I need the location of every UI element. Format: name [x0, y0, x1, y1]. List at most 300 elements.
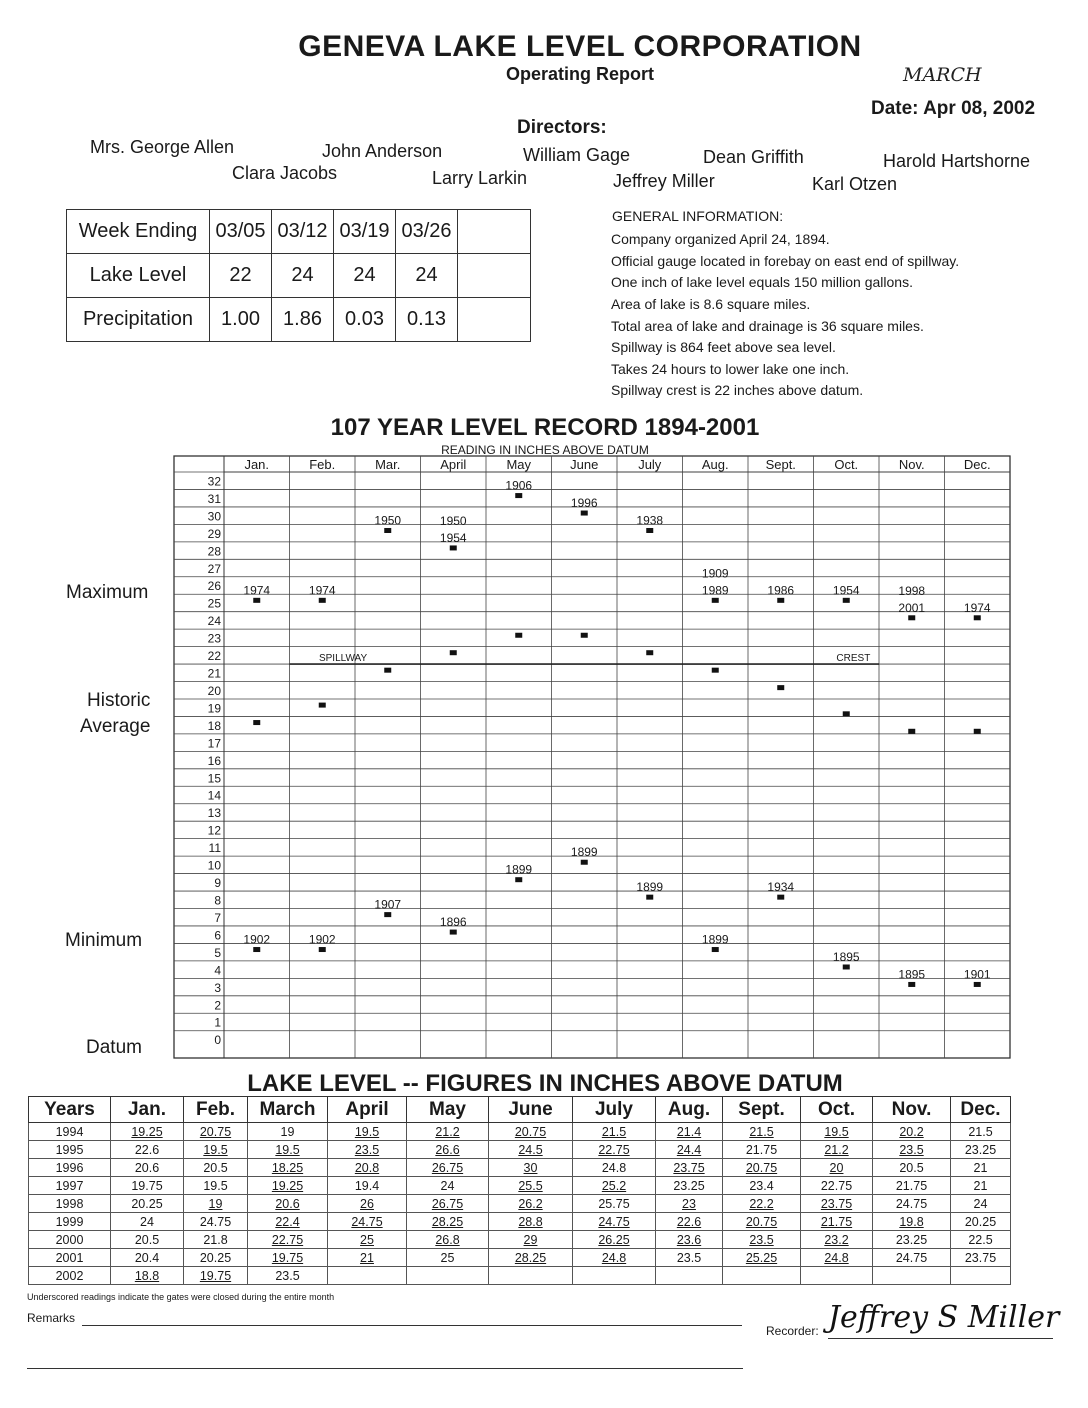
maximum-year-label: 1909 — [701, 566, 729, 581]
level-cell: 21.5 — [723, 1123, 801, 1141]
recorder-signature: Jeffrey S Miller — [828, 1300, 1060, 1335]
tick-label: 21 — [207, 666, 221, 681]
table-row — [29, 1249, 1011, 1267]
level-cell — [573, 1267, 656, 1285]
tick-label: 19 — [207, 701, 221, 716]
minimum-year-label: 1895 — [898, 967, 926, 982]
level-cell: 23.5 — [723, 1231, 801, 1249]
tick-label: 29 — [207, 526, 221, 541]
level-cell: 24.8 — [573, 1159, 656, 1177]
level-cell: 30 — [489, 1159, 573, 1177]
level-cell: 21.75 — [873, 1177, 951, 1195]
general-info-line: Spillway is 864 feet above sea level. — [611, 339, 836, 355]
minimum-point — [843, 964, 850, 969]
level-cell: 23.25 — [951, 1141, 1011, 1159]
level-cell: 21.8 — [184, 1231, 248, 1249]
general-info-line: Takes 24 hours to lower lake one inch. — [611, 361, 850, 377]
tick-label: 17 — [207, 736, 221, 751]
month-label: Dec. — [963, 457, 991, 472]
table-row — [29, 1141, 1011, 1159]
column-header: Nov. — [873, 1097, 951, 1123]
minimum-year-label: 1899 — [570, 845, 598, 860]
level-cell: 24.4 — [656, 1141, 723, 1159]
minimum-year-label: 1902 — [308, 932, 336, 947]
table-cell: 22 — [210, 254, 272, 298]
month-label: June — [570, 457, 599, 472]
level-cell: 20.75 — [723, 1159, 801, 1177]
level-cell: 23.4 — [723, 1177, 801, 1195]
maximum-year-label: 1986 — [767, 583, 795, 598]
director-name: Larry Larkin — [432, 168, 528, 188]
tick-label: 4 — [214, 963, 221, 978]
average-point — [515, 633, 522, 638]
tick-label: 32 — [207, 474, 221, 489]
minimum-year-label: 1934 — [767, 880, 795, 895]
level-cell: 26.2 — [489, 1195, 573, 1213]
maximum-point — [712, 598, 719, 603]
level-cell: 20.6 — [111, 1159, 184, 1177]
level-cell: 20.25 — [184, 1249, 248, 1267]
month-label: Jan. — [244, 457, 270, 472]
maximum-point — [450, 545, 457, 550]
month-label: Mar. — [375, 457, 401, 472]
level-cell: 20.2 — [873, 1123, 951, 1141]
maximum-label: Maximum — [66, 582, 149, 603]
report-title: GENEVA LAKE LEVEL CORPORATION — [298, 30, 862, 63]
column-header: Dec. — [951, 1097, 1011, 1123]
remarks-line — [82, 1325, 742, 1326]
level-cell: 19.75 — [248, 1249, 328, 1267]
level-cell: 19.4 — [328, 1177, 407, 1195]
column-header: Years — [29, 1097, 111, 1123]
average-point — [450, 650, 457, 655]
level-cell: 19.75 — [111, 1177, 184, 1195]
tick-label: 11 — [208, 841, 221, 856]
minimum-year-label: 1899 — [636, 880, 664, 895]
minimum-label: Minimum — [65, 930, 143, 951]
tick-label: 2 — [214, 998, 221, 1013]
level-cell: 25.2 — [573, 1177, 656, 1195]
remarks-line-2 — [27, 1368, 743, 1369]
table-cell: 0.13 — [396, 298, 458, 342]
level-cell: 18.25 — [248, 1159, 328, 1177]
maximum-point — [646, 528, 653, 533]
minimum-year-label: 1895 — [832, 949, 860, 964]
column-header: Feb. — [184, 1097, 248, 1123]
level-cell: 22.4 — [248, 1213, 328, 1231]
level-cell: 21.4 — [656, 1123, 723, 1141]
report-date: Date: Apr 08, 2002 — [871, 98, 1036, 119]
table-cell: 1.86 — [272, 298, 334, 342]
level-cell: 26.6 — [407, 1141, 489, 1159]
minimum-point — [450, 930, 457, 935]
tick-label: 25 — [207, 596, 221, 611]
level-cell: 19.8 — [873, 1213, 951, 1231]
level-cell: 25 — [328, 1231, 407, 1249]
level-cell: 20.75 — [184, 1123, 248, 1141]
director-name: Clara Jacobs — [232, 163, 338, 183]
level-cell: 21.5 — [573, 1123, 656, 1141]
level-cell: 23.5 — [328, 1141, 407, 1159]
tick-label: 3 — [214, 980, 221, 995]
table-row — [29, 1213, 1011, 1231]
crest-label: CREST — [836, 653, 871, 665]
datum-label: Datum — [86, 1037, 142, 1058]
month-label: May — [506, 457, 532, 472]
general-info-line: Total area of lake and drainage is 36 square miles. — [611, 318, 924, 334]
level-cell: 26 — [328, 1195, 407, 1213]
director-name: William Gage — [523, 145, 631, 165]
maximum-point — [974, 615, 981, 620]
level-cell: 22.75 — [573, 1141, 656, 1159]
maximum-year-label: 2001 — [898, 600, 926, 615]
maximum-year-label: 1950 — [439, 513, 467, 528]
level-cell: 23.6 — [656, 1231, 723, 1249]
tick-label: 26 — [207, 579, 221, 594]
maximum-year-label: 1998 — [898, 583, 926, 598]
level-cell: 19.5 — [184, 1177, 248, 1195]
level-cell: 23.75 — [951, 1249, 1011, 1267]
tick-label: 14 — [207, 788, 221, 803]
year-cell: 1995 — [29, 1141, 111, 1159]
column-header: Sept. — [723, 1097, 801, 1123]
table-cell: 0.03 — [334, 298, 396, 342]
tick-label: 10 — [207, 858, 221, 873]
tick-label: 16 — [207, 753, 221, 768]
average-point — [319, 703, 326, 708]
lake-level-table-title: LAKE LEVEL -- FIGURES IN INCHES ABOVE DATUM — [247, 1070, 843, 1097]
level-cell: 24.75 — [873, 1195, 951, 1213]
level-cell: 22.75 — [801, 1177, 873, 1195]
maximum-year-label: 1974 — [243, 583, 271, 598]
tick-label: 6 — [214, 928, 221, 943]
maximum-year-label: 1950 — [374, 513, 402, 528]
average-label: Average — [80, 716, 151, 737]
maximum-year-label: 1996 — [570, 496, 598, 511]
level-cell: 19 — [248, 1123, 328, 1141]
level-cell: 23.75 — [656, 1159, 723, 1177]
level-cell: 19 — [184, 1195, 248, 1213]
chart-title: 107 YEAR LEVEL RECORD 1894-2001 — [330, 414, 760, 441]
level-cell: 25.25 — [723, 1249, 801, 1267]
table-row — [29, 1195, 1011, 1213]
tick-label: 24 — [207, 614, 221, 629]
level-cell — [801, 1267, 873, 1285]
director-name: Mrs. George Allen — [90, 137, 235, 157]
level-cell — [489, 1267, 573, 1285]
level-cell: 23.2 — [801, 1231, 873, 1249]
level-cell: 24.75 — [873, 1249, 951, 1267]
tick-label: 0 — [214, 1033, 221, 1048]
level-cell: 19.5 — [328, 1123, 407, 1141]
column-header: Jan. — [111, 1097, 184, 1123]
level-cell: 20.5 — [111, 1231, 184, 1249]
level-cell: 21.2 — [407, 1123, 489, 1141]
maximum-point — [515, 493, 522, 498]
level-cell: 20.8 — [328, 1159, 407, 1177]
level-cell: 20.5 — [873, 1159, 951, 1177]
maximum-year-label: 1974 — [963, 600, 991, 615]
month-label: Aug. — [701, 457, 729, 472]
month-label: April — [440, 457, 467, 472]
level-cell: 20.5 — [184, 1159, 248, 1177]
level-cell: 23.25 — [873, 1231, 951, 1249]
level-cell: 24.8 — [801, 1249, 873, 1267]
minimum-point — [384, 912, 391, 917]
table-cell: 03/26 — [396, 210, 458, 254]
level-cell: 21.2 — [801, 1141, 873, 1159]
minimum-point — [581, 860, 588, 865]
month-label: Oct. — [834, 457, 859, 472]
level-cell — [328, 1267, 407, 1285]
level-cell: 28.25 — [407, 1213, 489, 1231]
tick-label: 15 — [207, 771, 221, 786]
minimum-year-label: 1899 — [505, 862, 533, 877]
directors-heading: Directors: — [517, 117, 607, 138]
recorder-label: Recorder: — [766, 1324, 819, 1338]
average-point — [843, 711, 850, 716]
level-cell: 26.75 — [407, 1195, 489, 1213]
level-cell: 24 — [407, 1177, 489, 1195]
year-cell: 1998 — [29, 1195, 111, 1213]
column-header: July — [573, 1097, 656, 1123]
column-header: April — [328, 1097, 407, 1123]
table-row — [29, 1159, 1011, 1177]
tick-label: 8 — [214, 893, 221, 908]
maximum-year-label: 1954 — [832, 583, 860, 598]
director-name: Jeffrey Miller — [613, 171, 715, 191]
table-cell: 24 — [272, 254, 334, 298]
level-cell: 20.4 — [111, 1249, 184, 1267]
level-cell: 18.8 — [111, 1267, 184, 1285]
level-cell: 20.75 — [489, 1123, 573, 1141]
maximum-year-label: 1954 — [439, 530, 467, 545]
level-cell: 22.5 — [951, 1231, 1011, 1249]
table-row — [29, 1123, 1011, 1141]
year-cell: 2000 — [29, 1231, 111, 1249]
level-cell: 26.75 — [407, 1159, 489, 1177]
director-name: Harold Hartshorne — [883, 151, 1031, 171]
level-cell: 23.25 — [656, 1177, 723, 1195]
tick-label: 7 — [214, 910, 221, 925]
level-cell: 21 — [328, 1249, 407, 1267]
average-point — [777, 685, 784, 690]
general-info-line: Company organized April 24, 1894. — [611, 231, 830, 247]
level-cell: 26.8 — [407, 1231, 489, 1249]
tick-label: 23 — [207, 631, 221, 646]
tick-label: 5 — [214, 945, 221, 960]
minimum-year-label: 1899 — [701, 932, 729, 947]
level-cell: 19.5 — [184, 1141, 248, 1159]
level-cell: 22.2 — [723, 1195, 801, 1213]
year-cell: 1994 — [29, 1123, 111, 1141]
tick-label: 12 — [207, 823, 221, 838]
tick-label: 28 — [207, 544, 221, 559]
minimum-point — [515, 877, 522, 882]
level-cell — [656, 1267, 723, 1285]
maximum-point — [384, 528, 391, 533]
lake-level-table — [28, 1096, 1011, 1285]
table-row — [29, 1267, 1011, 1285]
level-cell: 28.25 — [489, 1249, 573, 1267]
minimum-point — [777, 895, 784, 900]
general-info-line: Area of lake is 8.6 square miles. — [611, 296, 811, 312]
tick-label: 22 — [207, 649, 221, 664]
historic-label: Historic — [87, 690, 151, 711]
minimum-point — [974, 982, 981, 987]
level-cell: 24 — [951, 1195, 1011, 1213]
column-header: Aug. — [656, 1097, 723, 1123]
year-cell: 1996 — [29, 1159, 111, 1177]
spillway-label: SPILLWAY — [318, 653, 368, 665]
level-cell: 24.75 — [573, 1213, 656, 1231]
underscore-note: Underscored readings indicate the gates were closed during the entire month — [27, 1292, 335, 1302]
average-point — [646, 650, 653, 655]
maximum-year-label: 1989 — [701, 583, 729, 598]
year-cell: 2002 — [29, 1267, 111, 1285]
column-header: June — [489, 1097, 573, 1123]
general-info-heading: GENERAL INFORMATION: — [612, 208, 784, 224]
level-cell: 23.5 — [656, 1249, 723, 1267]
tick-label: 20 — [207, 683, 221, 698]
level-cell: 21.75 — [723, 1141, 801, 1159]
level-cell: 19.5 — [248, 1141, 328, 1159]
tick-label: 30 — [207, 509, 221, 524]
director-name: John Anderson — [322, 141, 443, 161]
level-cell: 20.25 — [111, 1195, 184, 1213]
chart-frame — [174, 456, 1010, 1058]
level-cell — [873, 1267, 951, 1285]
maximum-point — [777, 598, 784, 603]
level-cell: 26.25 — [573, 1231, 656, 1249]
level-cell: 20.75 — [723, 1213, 801, 1231]
minimum-point — [712, 947, 719, 952]
level-cell: 21.75 — [801, 1213, 873, 1231]
average-point — [712, 668, 719, 673]
month-label: Sept. — [765, 457, 796, 472]
tick-label: 9 — [214, 876, 221, 891]
level-cell: 28.8 — [489, 1213, 573, 1231]
tick-label: 31 — [207, 491, 221, 506]
level-cell: 25 — [407, 1249, 489, 1267]
level-cell — [723, 1267, 801, 1285]
minimum-year-label: 1901 — [963, 967, 991, 982]
level-cell: 25.5 — [489, 1177, 573, 1195]
level-cell: 24 — [111, 1213, 184, 1231]
month-label: Nov. — [898, 457, 925, 472]
row-label: Precipitation — [67, 298, 210, 342]
table-row — [29, 1177, 1011, 1195]
table-cell: 24 — [396, 254, 458, 298]
year-cell: 1999 — [29, 1213, 111, 1231]
minimum-point — [253, 947, 260, 952]
level-cell: 22.6 — [656, 1213, 723, 1231]
level-cell: 21 — [951, 1177, 1011, 1195]
row-label: Week Ending — [67, 210, 210, 254]
average-point — [908, 729, 915, 734]
table-cell: 03/19 — [334, 210, 396, 254]
average-point — [384, 668, 391, 673]
minimum-point — [646, 895, 653, 900]
minimum-year-label: 1902 — [243, 932, 271, 947]
director-name: Dean Griffith — [703, 147, 804, 167]
general-info-line: One inch of lake level equals 150 million gallons. — [611, 274, 913, 290]
level-cell: 25.75 — [573, 1195, 656, 1213]
director-name: Karl Otzen — [812, 174, 898, 194]
general-info-line: Spillway crest is 22 inches above datum. — [611, 382, 864, 398]
table-cell: 03/05 — [210, 210, 272, 254]
year-cell: 1997 — [29, 1177, 111, 1195]
level-cell: 22.75 — [248, 1231, 328, 1249]
level-cell: 23.5 — [248, 1267, 328, 1285]
level-cell — [407, 1267, 489, 1285]
table-row — [29, 1231, 1011, 1249]
minimum-point — [908, 982, 915, 987]
level-cell: 20.25 — [951, 1213, 1011, 1231]
year-cell: 2001 — [29, 1249, 111, 1267]
level-cell: 22.6 — [111, 1141, 184, 1159]
level-cell: 20 — [801, 1159, 873, 1177]
level-cell: 19.75 — [184, 1267, 248, 1285]
level-cell: 23.5 — [873, 1141, 951, 1159]
table-cell: 1.00 — [210, 298, 272, 342]
month-label: July — [638, 457, 662, 472]
average-point — [253, 720, 260, 725]
maximum-point — [843, 598, 850, 603]
level-cell: 24.75 — [184, 1213, 248, 1231]
row-label: Lake Level — [67, 254, 210, 298]
level-cell — [951, 1267, 1011, 1285]
maximum-point — [908, 615, 915, 620]
level-cell: 21.5 — [951, 1123, 1011, 1141]
chart-subtitle: READING IN INCHES ABOVE DATUM — [441, 443, 649, 457]
maximum-year-label: 1938 — [636, 513, 664, 528]
minimum-year-label: 1907 — [374, 897, 402, 912]
level-cell: 19.25 — [111, 1123, 184, 1141]
level-cell: 23 — [656, 1195, 723, 1213]
maximum-point — [319, 598, 326, 603]
minimum-year-label: 1896 — [439, 915, 467, 930]
level-cell: 20.6 — [248, 1195, 328, 1213]
tick-label: 18 — [207, 718, 221, 733]
average-point — [581, 633, 588, 638]
tick-label: 1 — [214, 1015, 221, 1030]
level-cell: 19.5 — [801, 1123, 873, 1141]
table-cell: 03/12 — [272, 210, 334, 254]
maximum-year-label: 1974 — [308, 583, 336, 598]
recorder-line — [828, 1338, 1053, 1339]
column-header: March — [248, 1097, 328, 1123]
level-cell: 23.75 — [801, 1195, 873, 1213]
report-subtitle: Operating Report — [505, 64, 654, 84]
level-cell: 24.8 — [573, 1249, 656, 1267]
level-cell: 29 — [489, 1231, 573, 1249]
table-cell: 24 — [334, 254, 396, 298]
tick-label: 13 — [207, 806, 221, 821]
month-label: Feb. — [309, 457, 336, 472]
maximum-point — [581, 511, 588, 516]
tick-label: 27 — [207, 561, 221, 576]
maximum-year-label: 1906 — [505, 478, 533, 493]
minimum-point — [319, 947, 326, 952]
lake-table-header-row — [29, 1097, 1011, 1123]
column-header: May — [407, 1097, 489, 1123]
level-cell: 19.25 — [248, 1177, 328, 1195]
level-cell: 24.75 — [328, 1213, 407, 1231]
remarks-label: Remarks — [27, 1311, 76, 1325]
handwritten-month: MARCH — [903, 64, 982, 86]
column-header: Oct. — [801, 1097, 873, 1123]
